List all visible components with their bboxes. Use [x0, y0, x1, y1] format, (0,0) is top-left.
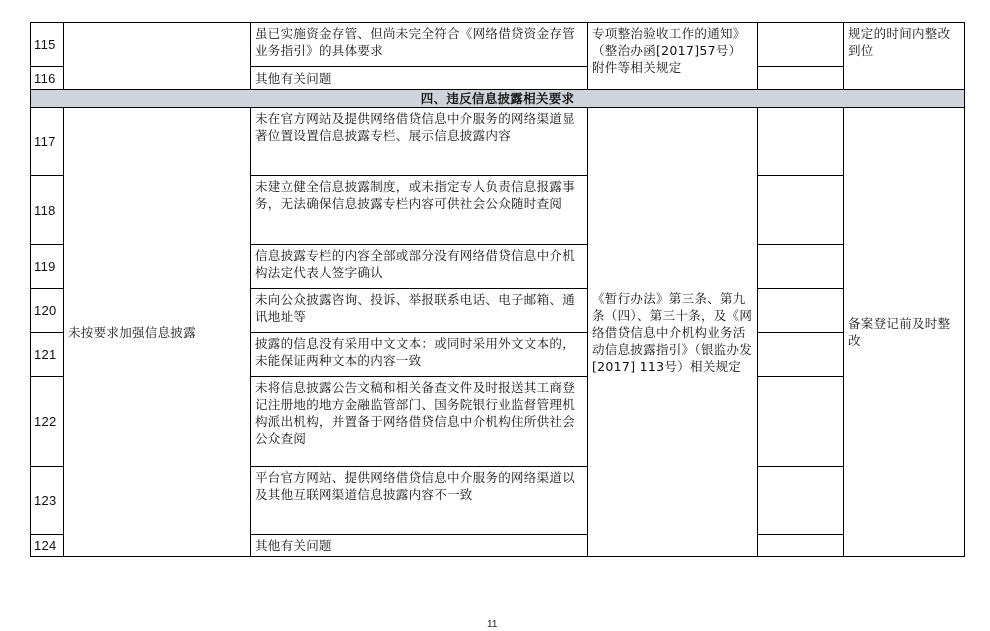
item-cell: 其他有关问题 [251, 67, 588, 90]
category-cell: 未按要求加强信息披露 [64, 108, 251, 557]
item-cell: 虽已实施资金存管、但尚未完全符合《网络借贷资金存管业务指引》的具体要求 [251, 23, 588, 67]
category-cell [64, 23, 251, 90]
item-cell: 信息披露专栏的内容全部或部分没有网络借贷信息中介机构法定代表人签字确认 [251, 245, 588, 289]
item-cell: 其他有关问题 [251, 535, 588, 557]
blank-cell [758, 176, 844, 245]
row-number: 115 [31, 23, 64, 67]
row-number: 116 [31, 67, 64, 90]
blank-cell [758, 467, 844, 535]
blank-cell [758, 333, 844, 377]
blank-cell [758, 23, 844, 67]
blank-cell [758, 535, 844, 557]
table-row [31, 23, 965, 67]
blank-cell [758, 245, 844, 289]
item-cell: 未向公众披露咨询、投诉、举报联系电话、电子邮箱、通讯地址等 [251, 289, 588, 333]
blank-cell [758, 377, 844, 467]
basis-cell: 《暂行办法》第三条、第九条（四）、第三十条，及《网络借贷信息中介机构业务活动信息披露指引》（银监办发[2017] 113号）相关规定 [588, 108, 758, 557]
section-header-row [31, 90, 965, 108]
item-cell: 未在官方网站及提供网络借贷信息中介服务的网络渠道显著位置设置信息披露专栏、展示信息披露内容 [251, 108, 588, 176]
row-number: 120 [31, 289, 64, 333]
deadline-cell: 规定的时间内整改到位 [844, 23, 965, 90]
item-cell: 未建立健全信息披露制度，或未指定专人负责信息报露事务，无法确保信息披露专栏内容可供社会公众随时查阅 [251, 176, 588, 245]
basis-cell: 专项整治验收工作的通知》（整治办函[2017]57号）附件等相关规定 [588, 23, 758, 90]
regulation-table [30, 22, 965, 557]
page-number: 11 [487, 619, 498, 630]
row-number: 117 [31, 108, 64, 176]
row-number: 123 [31, 467, 64, 535]
section-title: 四、违反信息披露相关要求 [31, 90, 965, 108]
blank-cell [758, 67, 844, 90]
table-row [31, 108, 965, 176]
row-number: 119 [31, 245, 64, 289]
item-cell: 未将信息披露公告文稿和相关备查文件及时报送其工商登记注册地的地方金融监管部门、国务院银行业监督管理机构派出机构，并置备于网络借贷信息中介机构住所供社会公众查阅 [251, 377, 588, 467]
item-cell: 披露的信息没有采用中文文本：或同时采用外文文本的，未能保证两种文本的内容一致 [251, 333, 588, 377]
blank-cell [758, 289, 844, 333]
blank-cell [758, 108, 844, 176]
row-number: 124 [31, 535, 64, 557]
row-number: 118 [31, 176, 64, 245]
item-cell: 平台官方网站、提供网络借贷信息中介服务的网络渠道以及其他互联网渠道信息披露内容不一致 [251, 467, 588, 535]
row-number: 121 [31, 333, 64, 377]
deadline-cell: 备案登记前及时整改 [844, 108, 965, 557]
row-number: 122 [31, 377, 64, 467]
